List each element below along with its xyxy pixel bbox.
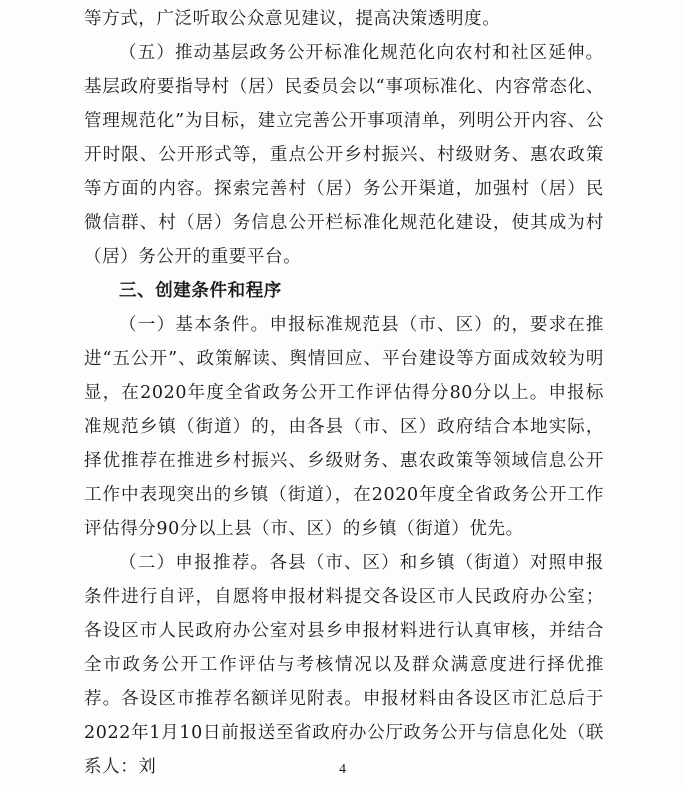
recommend-body: 各县（市、区）和乡镇（街道）对照申报条件进行自评，自愿将申报材料提交各设区市人民政府办公室；各设区市人民政府办公室对县乡申报材料进行认真审核，并结合全市政务公开工作评估与考核情况以及群众满意度进行择优推荐。各设区市推荐名额详见附表。申报材料由各设区市汇总后于2022年1月10日前报送至省政府办公厅政务公开与信息化处（联系人：刘 bbox=[84, 553, 604, 777]
conditions-body: 申报标准规范县（市、区）的，要求在推进“五公开”、政策解读、舆情回应、平台建设等方面成效较为明显，在2020年度全省政务公开工作评估得分80分以上。申报标准规范乡镇（街道）的，由各县（市、区）政府结合本地实际，择优推荐在推进乡村振兴、乡级财务、惠农政策等领域信息公开工作中表现突出的乡镇（街道），在2020年度全省政务公开工作评估得分90分以上县（市、区）的乡镇（街道）优先。 bbox=[84, 315, 604, 539]
section-five-paragraph bbox=[84, 36, 604, 274]
section-heading-three: 三、创建条件和程序 bbox=[119, 281, 282, 301]
page-number: 4 bbox=[339, 762, 346, 777]
section-five-body: 基层政府要指导村（居）民委员会以“事项标准化、内容常态化、管理规范化”为目标，建立完善公开事项清单，列明公开内容、公开时限、公开形式等，重点公开乡村振兴、村级财务、惠农政策等方面的内容。探索完善村（居）务公开渠道，加强村（居）民微信群、村（居）务信息公开栏标准化规范化建设，使其成为村（居）务公开的重要平台。 bbox=[84, 77, 604, 267]
recommend-lead: （二）申报推荐。 bbox=[119, 553, 270, 573]
conditions-lead: （一）基本条件。 bbox=[119, 315, 270, 335]
recommend-paragraph bbox=[84, 546, 604, 784]
document-body bbox=[84, 2, 604, 784]
conditions-paragraph bbox=[84, 308, 604, 546]
section-five-lead: （五）推动基层政务公开标准化规范化向农村和社区延伸。 bbox=[119, 43, 604, 63]
paragraph-continuation: 等方式，广泛听取公众意见建议，提高决策透明度。 bbox=[84, 9, 501, 29]
